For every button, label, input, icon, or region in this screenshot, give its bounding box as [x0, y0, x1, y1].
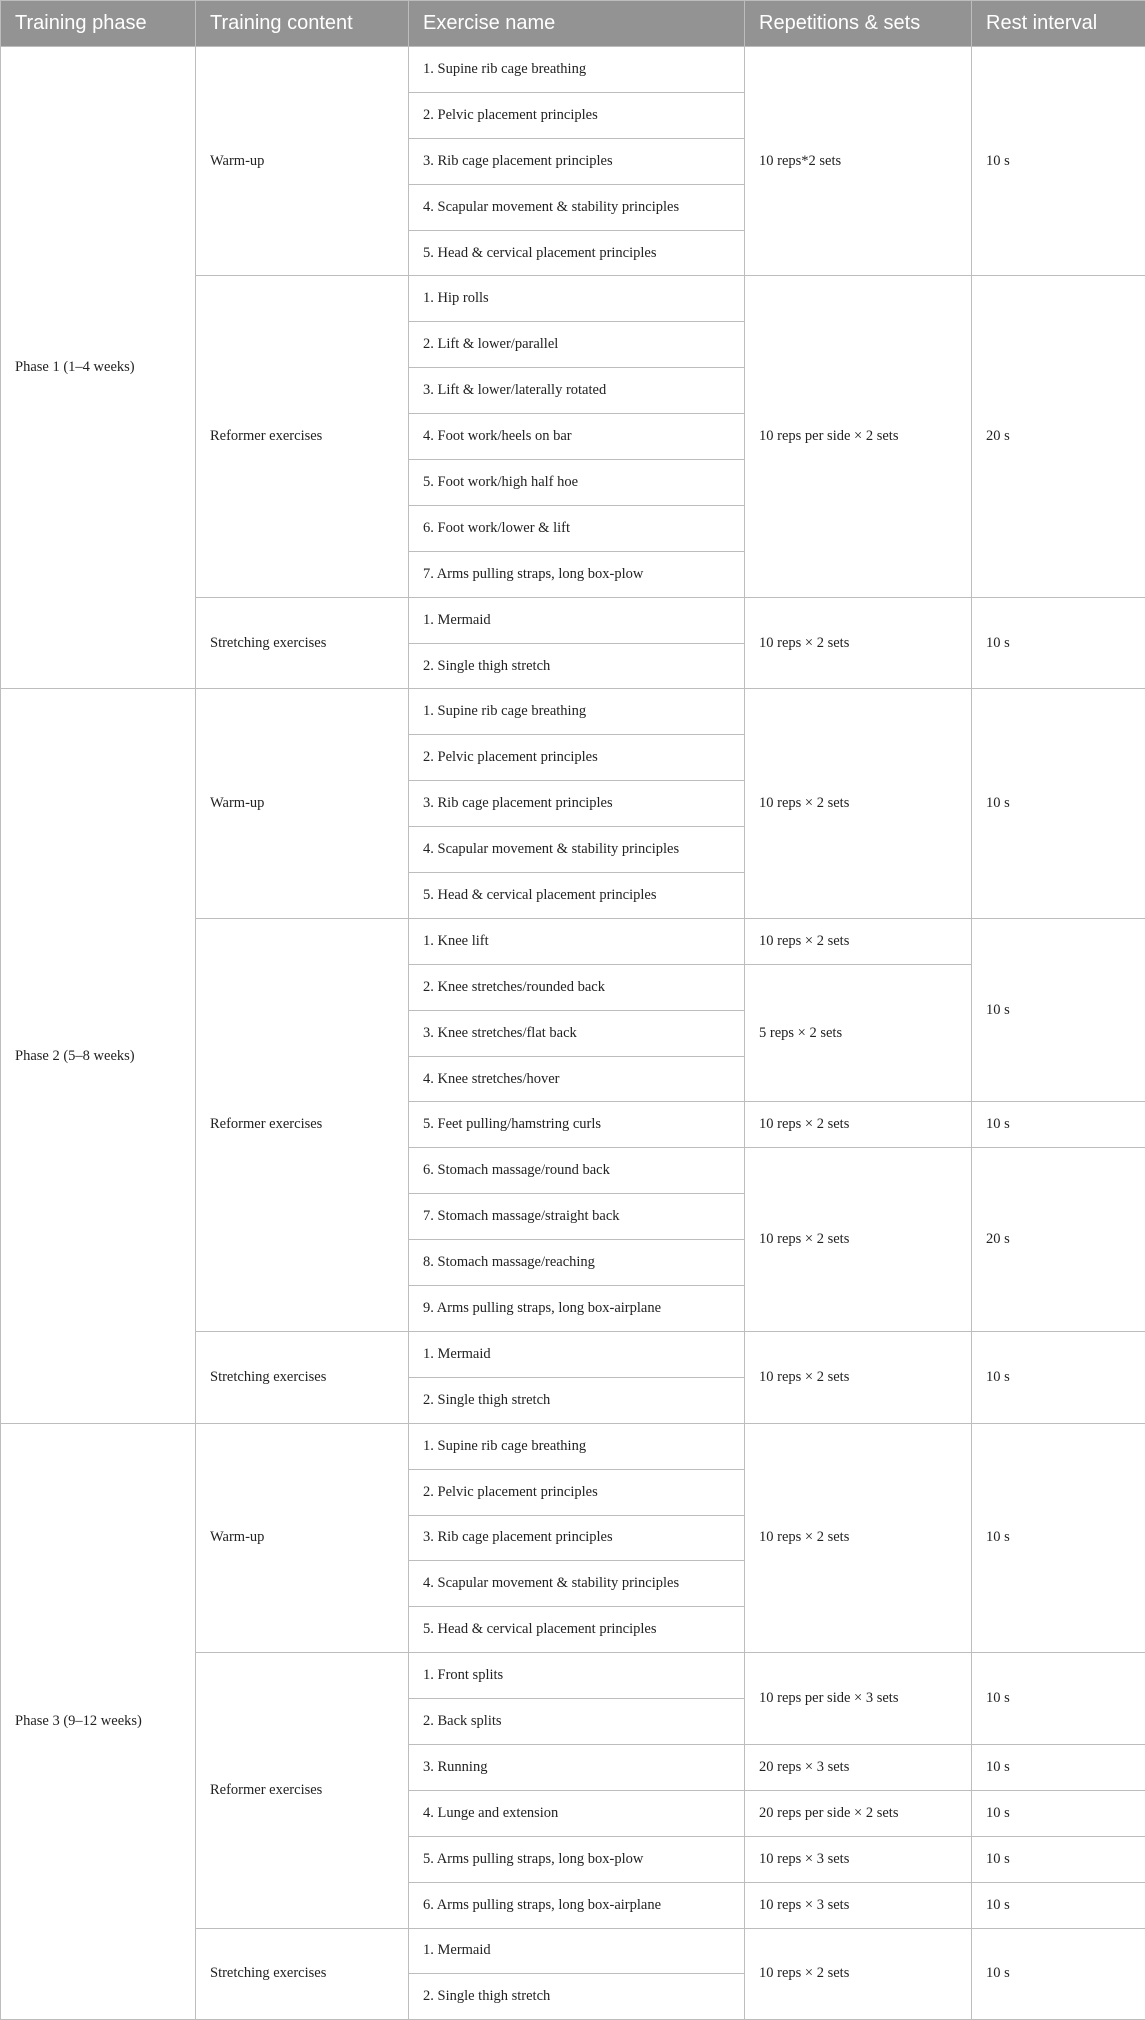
reps-cell: 10 reps × 2 sets — [745, 1102, 972, 1148]
content-cell: Warm-up — [196, 689, 409, 918]
exercise-cell: 1. Supine rib cage breathing — [409, 689, 745, 735]
rest-cell: 10 s — [972, 689, 1145, 918]
reps-cell: 10 reps × 3 sets — [745, 1836, 972, 1882]
rest-cell: 10 s — [972, 1331, 1145, 1423]
reps-cell: 20 reps × 3 sets — [745, 1744, 972, 1790]
reps-cell: 10 reps × 3 sets — [745, 1882, 972, 1928]
exercise-cell: 2. Pelvic placement principles — [409, 735, 745, 781]
exercise-cell: 5. Arms pulling straps, long box-plow — [409, 1836, 745, 1882]
exercise-cell: 3. Lift & lower/laterally rotated — [409, 368, 745, 414]
rest-cell: 10 s — [972, 1653, 1145, 1745]
content-cell: Stretching exercises — [196, 1331, 409, 1423]
exercise-cell: 1. Hip rolls — [409, 276, 745, 322]
rest-cell: 10 s — [972, 47, 1145, 276]
reps-cell: 20 reps per side × 2 sets — [745, 1790, 972, 1836]
reps-cell: 10 reps × 2 sets — [745, 918, 972, 964]
exercise-cell: 6. Arms pulling straps, long box-airplane — [409, 1882, 745, 1928]
exercise-cell: 2. Pelvic placement principles — [409, 1469, 745, 1515]
exercise-cell: 5. Head & cervical placement principles — [409, 873, 745, 919]
reps-cell: 10 reps × 2 sets — [745, 1928, 972, 2020]
exercise-cell: 1. Front splits — [409, 1653, 745, 1699]
exercise-cell: 2. Lift & lower/parallel — [409, 322, 745, 368]
exercise-cell: 3. Running — [409, 1744, 745, 1790]
exercise-cell: 1. Mermaid — [409, 597, 745, 643]
rest-cell: 10 s — [972, 1744, 1145, 1790]
exercise-cell: 1. Supine rib cage breathing — [409, 47, 745, 93]
exercise-cell: 3. Rib cage placement principles — [409, 1515, 745, 1561]
exercise-cell: 5. Foot work/high half hoe — [409, 460, 745, 506]
exercise-cell: 7. Stomach massage/straight back — [409, 1194, 745, 1240]
header-repetitions-sets: Repetitions & sets — [745, 1, 972, 47]
content-cell: Reformer exercises — [196, 276, 409, 597]
rest-cell: 20 s — [972, 1148, 1145, 1332]
exercise-cell: 5. Head & cervical placement principles — [409, 230, 745, 276]
reps-cell: 10 reps*2 sets — [745, 47, 972, 276]
reps-cell: 10 reps per side × 2 sets — [745, 276, 972, 597]
content-cell: Stretching exercises — [196, 1928, 409, 2020]
reps-cell: 10 reps × 2 sets — [745, 597, 972, 689]
exercise-cell: 5. Feet pulling/hamstring curls — [409, 1102, 745, 1148]
exercise-cell: 2. Single thigh stretch — [409, 1377, 745, 1423]
rest-cell: 10 s — [972, 918, 1145, 1102]
exercise-cell: 2. Single thigh stretch — [409, 643, 745, 689]
content-cell: Reformer exercises — [196, 918, 409, 1331]
exercise-cell: 8. Stomach massage/reaching — [409, 1240, 745, 1286]
exercise-cell: 6. Foot work/lower & lift — [409, 505, 745, 551]
exercise-cell: 6. Stomach massage/round back — [409, 1148, 745, 1194]
header-row — [1, 1, 1145, 47]
exercise-cell: 4. Scapular movement & stability principles — [409, 184, 745, 230]
rest-cell: 10 s — [972, 1102, 1145, 1148]
exercise-cell: 1. Knee lift — [409, 918, 745, 964]
rest-cell: 10 s — [972, 1882, 1145, 1928]
exercise-cell: 2. Back splits — [409, 1699, 745, 1745]
header-exercise-name: Exercise name — [409, 1, 745, 47]
exercise-cell: 4. Scapular movement & stability principles — [409, 827, 745, 873]
header-training-content: Training content — [196, 1, 409, 47]
exercise-cell: 3. Knee stretches/flat back — [409, 1010, 745, 1056]
reps-cell: 10 reps × 2 sets — [745, 1423, 972, 1652]
rest-cell: 10 s — [972, 1423, 1145, 1652]
table-row — [1, 1423, 1145, 1469]
exercise-cell: 4. Knee stretches/hover — [409, 1056, 745, 1102]
rest-cell: 10 s — [972, 1790, 1145, 1836]
exercise-cell: 7. Arms pulling straps, long box-plow — [409, 551, 745, 597]
reps-cell: 10 reps × 2 sets — [745, 1331, 972, 1423]
exercise-cell: 3. Rib cage placement principles — [409, 138, 745, 184]
content-cell: Stretching exercises — [196, 597, 409, 689]
header-rest-interval: Rest interval — [972, 1, 1145, 47]
exercise-cell: 2. Knee stretches/rounded back — [409, 964, 745, 1010]
exercise-cell: 2. Single thigh stretch — [409, 1974, 745, 2020]
table-row — [1, 689, 1145, 735]
exercise-cell: 1. Mermaid — [409, 1928, 745, 1974]
exercise-cell: 4. Scapular movement & stability principles — [409, 1561, 745, 1607]
exercise-cell: 4. Lunge and extension — [409, 1790, 745, 1836]
rest-cell: 20 s — [972, 276, 1145, 597]
header-training-phase: Training phase — [1, 1, 196, 47]
reps-cell: 10 reps per side × 3 sets — [745, 1653, 972, 1745]
reps-cell: 10 reps × 2 sets — [745, 1148, 972, 1332]
exercise-cell: 4. Foot work/heels on bar — [409, 414, 745, 460]
exercise-cell: 5. Head & cervical placement principles — [409, 1607, 745, 1653]
phase-cell: Phase 2 (5–8 weeks) — [1, 689, 196, 1423]
table-row — [1, 47, 1145, 93]
exercise-cell: 3. Rib cage placement principles — [409, 781, 745, 827]
rest-cell: 10 s — [972, 1836, 1145, 1882]
exercise-cell: 1. Mermaid — [409, 1331, 745, 1377]
phase-cell: Phase 3 (9–12 weeks) — [1, 1423, 196, 2020]
content-cell: Reformer exercises — [196, 1653, 409, 1928]
exercise-cell: 9. Arms pulling straps, long box-airplane — [409, 1286, 745, 1332]
exercise-cell: 2. Pelvic placement principles — [409, 92, 745, 138]
content-cell: Warm-up — [196, 1423, 409, 1652]
reps-cell: 5 reps × 2 sets — [745, 964, 972, 1102]
phase-cell: Phase 1 (1–4 weeks) — [1, 47, 196, 689]
reps-cell: 10 reps × 2 sets — [745, 689, 972, 918]
exercise-cell: 1. Supine rib cage breathing — [409, 1423, 745, 1469]
content-cell: Warm-up — [196, 47, 409, 276]
rest-cell: 10 s — [972, 1928, 1145, 2020]
rest-cell: 10 s — [972, 597, 1145, 689]
